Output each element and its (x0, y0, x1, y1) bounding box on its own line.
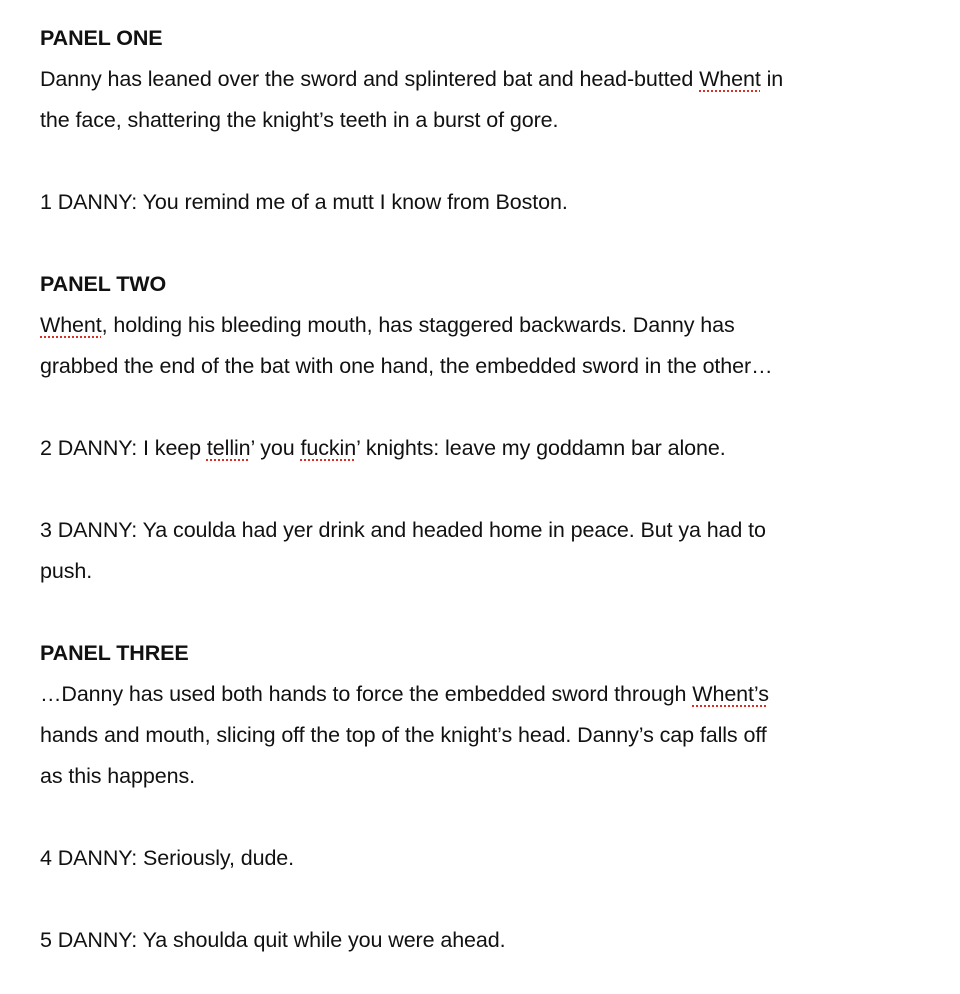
panel-description-line: Danny has leaned over the sword and splintered bat and head-butted Whent in (40, 67, 784, 91)
misspelled-word[interactable]: fuckin (300, 436, 357, 460)
dialogue-line: 5 DANNY: Ya shoulda quit while you were ahead. (40, 928, 506, 952)
spacer (40, 387, 920, 428)
panel-heading: PANEL THREE (40, 641, 189, 665)
spacer (40, 141, 920, 182)
panel-heading: PANEL TWO (40, 272, 167, 296)
dialogue-line: push. (40, 559, 93, 583)
spacer (40, 592, 920, 633)
spacer (40, 879, 920, 920)
misspelled-word[interactable]: Whent (699, 67, 761, 91)
panel-description-line: Whent, holding his bleeding mouth, has staggered backwards. Danny has (40, 313, 735, 337)
panel-heading: PANEL ONE (40, 26, 163, 50)
spacer (40, 469, 920, 510)
spacer (40, 223, 920, 264)
dialogue-line: 3 DANNY: Ya coulda had yer drink and headed home in peace. But ya had to (40, 518, 766, 542)
panel-description-line: hands and mouth, slicing off the top of the knight’s head. Danny’s cap falls off (40, 723, 767, 747)
spacer (40, 797, 920, 838)
dialogue-line: 2 DANNY: I keep tellin’ you fuckin’ knights: leave my goddamn bar alone. (40, 436, 726, 460)
misspelled-word[interactable]: tellin (206, 436, 251, 460)
panel-description-line: as this happens. (40, 764, 195, 788)
dialogue-line: 1 DANNY: You remind me of a mutt I know from Boston. (40, 190, 568, 214)
panel-description-line: …Danny has used both hands to force the embedded sword through Whent’s (40, 682, 769, 706)
script-document (40, 18, 920, 961)
misspelled-word[interactable]: Whent (40, 313, 102, 337)
panel-description-line: the face, shattering the knight’s teeth in a burst of gore. (40, 108, 559, 132)
panel-description-line: grabbed the end of the bat with one hand, the embedded sword in the other… (40, 354, 773, 378)
misspelled-word[interactable]: Whent’s (692, 682, 769, 706)
dialogue-line: 4 DANNY: Seriously, dude. (40, 846, 295, 870)
